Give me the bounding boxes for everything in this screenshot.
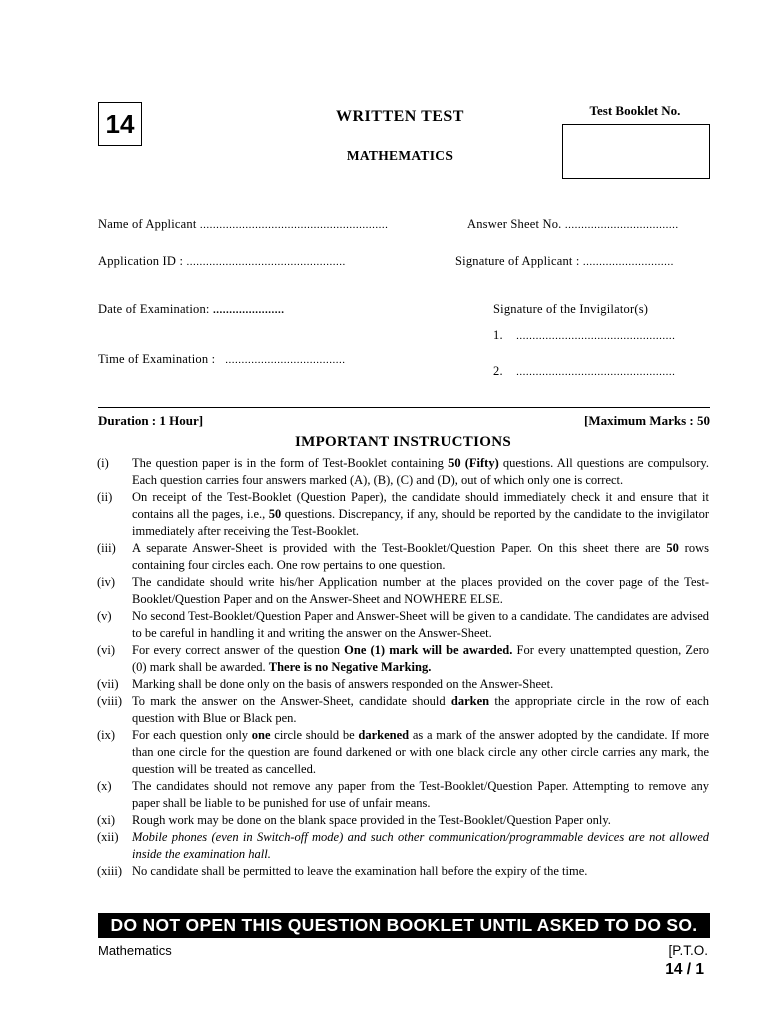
instruction-text-part: 50 [268,507,282,521]
signature-of-applicant-field[interactable] [455,254,674,269]
answer-sheet-dots: ................................... [564,219,679,231]
instruction-item [97,540,709,574]
instruction-item [97,574,709,608]
invigilator-label: Signature of the Invigilator(s) [493,302,649,316]
inv2-dots: ................................................. [516,366,676,378]
instruction-number: (xi) [97,813,116,827]
booklet-code: 14 [98,102,142,146]
instruction-number: (xiii) [97,864,122,878]
do-not-open-banner: DO NOT OPEN THIS QUESTION BOOKLET UNTIL ASKED TO DO SO. [98,913,710,938]
instruction-text-part: The candidates should not remove any paper from the Test-Booklet/Question Paper. Attempting to remove any paper shall be liable to be punished for use of unfair means. [132,779,709,810]
instruction-number: (ii) [97,490,113,504]
application-id-field[interactable] [98,254,346,269]
invigilator-1-field[interactable] [493,328,675,343]
instruction-text-part: Mobile phones (even in Switch-off mode) and such other communication/programmable devices are not allowed inside the examination hall. [132,830,709,861]
instruction-item [97,608,709,642]
instruction-number: (vii) [97,677,119,691]
answer-sheet-label: Answer Sheet No. [467,217,562,231]
instructions-list [97,455,709,880]
name-dots: .......................................................... [199,219,389,231]
test-booklet-number-box[interactable] [562,124,710,179]
test-booklet-label: Test Booklet No. [589,103,681,118]
instruction-text-part: one [251,728,271,742]
instruction-text-part: the appropriate circle in the row of each question with Blue or Black pen. [132,694,709,725]
instruction-text-part: Rough work may be done on the blank space provided in the Test-Booklet/Question Paper only. [132,813,611,827]
app-id-dots: ................................................. [186,256,346,268]
instruction-text [132,489,709,540]
instruction-text-part: No second Test-Booklet/Question Paper and Answer-Sheet will be given to a candidate. The candidates are advised to be careful in handling it and writing the answer on the Answer-Sheet. [132,609,709,640]
date-dots: ...................... [212,304,285,316]
time-of-examination-field[interactable] [98,352,346,367]
instruction-text-part: 50 (Fifty) [448,456,499,470]
instruction-item [97,778,709,812]
instruction-number: (x) [97,779,112,793]
instruction-text-part: For every unattempted question, Zero (0) mark shall be awarded. [132,643,709,674]
instruction-text-part: One (1) mark will be awarded. [344,643,513,657]
instruction-number: (vi) [97,643,116,657]
subject-title: MATHEMATICS [346,148,454,163]
instruction-number: (iii) [97,541,116,555]
time-label: Time of Examination : [98,352,216,366]
instruction-text [132,829,709,863]
page-number: 14 / 1 [665,961,704,978]
instruction-text-part: 50 [666,541,679,555]
signature-dots: ............................ [582,256,674,268]
instruction-item [97,642,709,676]
instruction-item [97,829,709,863]
date-of-examination-field[interactable] [98,302,284,317]
instruction-text [132,574,709,608]
instruction-text-part: On receipt of the Test-Booklet (Question Paper), the candidate should immediately check it and ensure that it contains all the pages, i.e., [132,490,709,521]
name-label: Name of Applicant [98,217,197,231]
instruction-item [97,676,709,693]
instruction-text-part: darken [450,694,490,708]
instruction-text [132,693,709,727]
instruction-text-part: as a mark of the answer adopted by the candidate. If more than one circle for the question are found darkened or with one black circle any other circle carries any mark, the question will be treated as cancelled. [132,728,710,776]
inv1-num: 1. [493,328,503,342]
instruction-item [97,455,709,489]
instruction-text [132,676,709,693]
instruction-text-part: There is no Negative Marking. [268,660,432,674]
footer-subject: Mathematics [98,943,172,958]
instruction-text-part: rows containing four circles each. One row pertains to one question. [132,541,709,572]
instruction-text-part: To mark the answer on the Answer-Sheet, candidate should [132,694,451,708]
instruction-text [132,540,709,574]
instruction-text-part: For each question only [132,728,252,742]
instruction-number: (viii) [97,694,122,708]
instruction-text-part: A separate Answer-Sheet is provided with the Test-Booklet/Question Paper. On this sheet there are [132,541,667,555]
inv1-dots: ................................................. [516,330,676,342]
duration: Duration : 1 Hour] [98,413,204,428]
instruction-item [97,727,709,778]
instruction-text-part: For every correct answer of the question [132,643,345,657]
instruction-text-part: questions. All questions are compulsory. Each question carries four answers marked (A), (B), (C) and (D), out of which only one is correct. [132,456,709,487]
instruction-text [132,642,709,676]
inv2-num: 2. [493,364,503,378]
answer-sheet-field[interactable] [467,217,679,232]
instruction-text [132,455,709,489]
app-id-label: Application ID : [98,254,184,268]
instruction-text [132,727,709,778]
invigilator-2-field[interactable] [493,364,675,379]
time-dots: ..................................... [225,354,346,366]
date-label: Date of Examination: [98,302,210,316]
maximum-marks: [Maximum Marks : 50 [583,413,710,428]
instruction-text-part: questions. Discrepancy, if any, should be reported by the candidate to the invigilator immediately after receiving the Test-Booklet. [132,507,710,538]
signature-label: Signature of Applicant : [455,254,580,268]
instruction-text [132,608,709,642]
instruction-text-part: The candidate should write his/her Application number at the places provided on the cover page of the Test-Booklet/Question Paper and on the Answer-Sheet and NOWHERE ELSE. [132,575,709,606]
instruction-text [132,863,709,880]
instruction-item [97,489,709,540]
instruction-item [97,812,709,829]
instruction-number: (v) [97,609,112,623]
instruction-text [132,812,709,829]
instruction-item [97,863,709,880]
instruction-text-part: No candidate shall be permitted to leave the examination hall before the expiry of the time. [132,864,588,878]
instruction-text-part: The question paper is in the form of Test-Booklet containing [132,456,449,470]
instruction-item [97,693,709,727]
instruction-text-part: darkened [358,728,410,742]
instruction-number: (ix) [97,728,116,742]
instruction-number: (xii) [97,830,119,844]
instruction-number: (iv) [97,575,116,589]
instruction-text-part: Marking shall be done only on the basis of answers responded on the Answer-Sheet. [132,677,554,691]
divider-line [98,407,710,408]
instructions-heading: IMPORTANT INSTRUCTIONS [295,434,511,450]
instruction-number: (i) [97,456,109,470]
instruction-text [132,778,709,812]
footer-pto: [P.T.O. [668,943,708,958]
name-of-applicant-field[interactable] [98,217,388,232]
instruction-text-part: circle should be [270,728,359,742]
test-title: WRITTEN TEST [336,108,464,125]
